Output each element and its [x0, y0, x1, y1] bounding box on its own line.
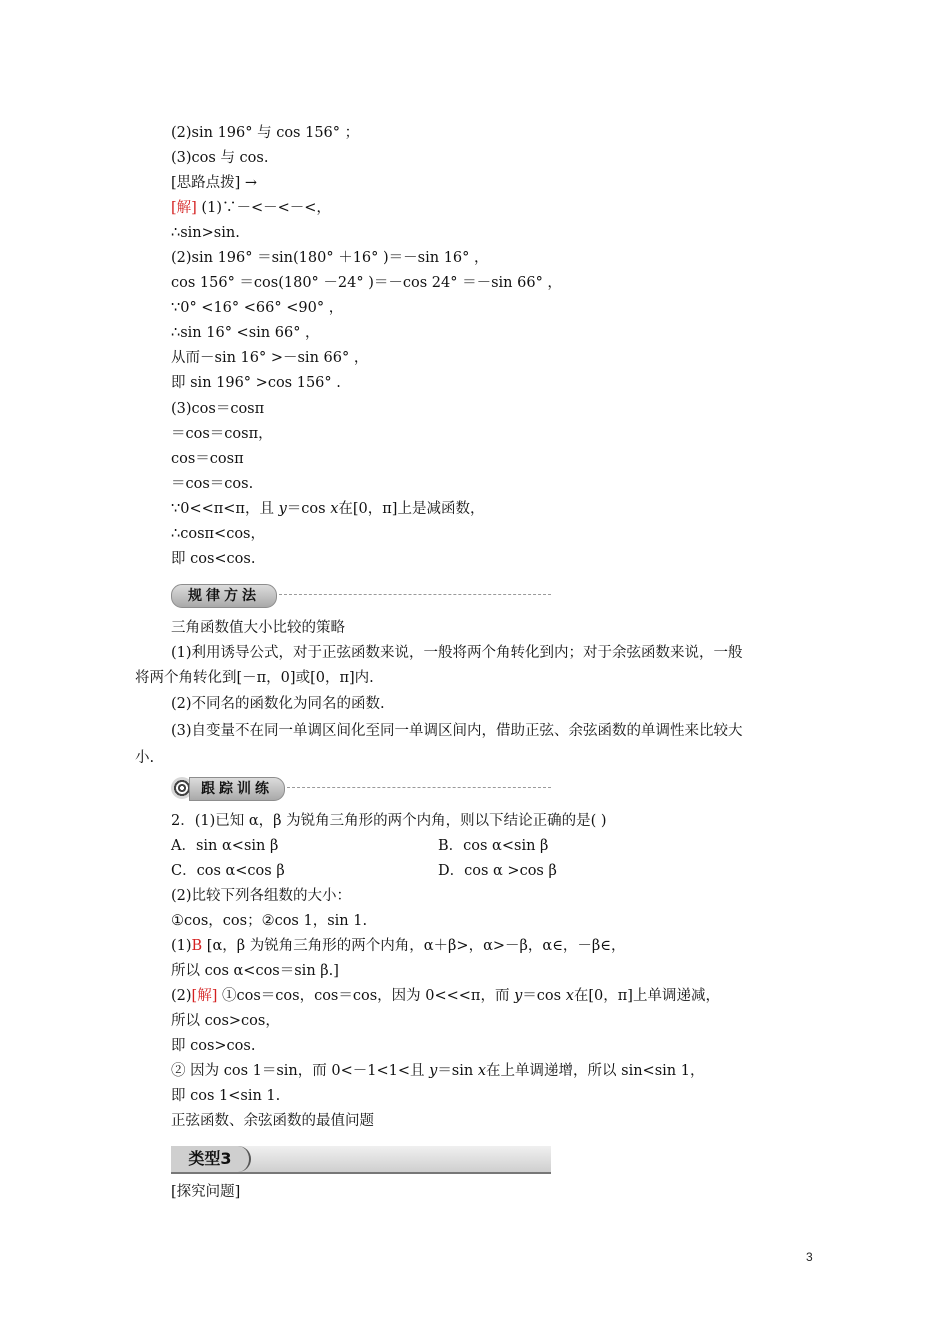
- text-span: ② 因为 cos 1＝sin，而 0<－1<1<且: [171, 1063, 430, 1079]
- solution-line: [171, 198, 331, 218]
- text-line: ∴sin 16° <sin 66° ，: [171, 325, 320, 341]
- text-line: 即 cos>cos.: [171, 1038, 256, 1054]
- solution-tag: [解]: [191, 988, 218, 1004]
- answer-line: [171, 986, 720, 1006]
- text-line: ①cos，cos；②cos 1，sin 1.: [171, 913, 368, 929]
- text-line: 所以 cos α<cos＝sin β.]: [171, 963, 339, 979]
- method-point-2: (2)不同名的函数化为同名的函数.: [171, 696, 385, 712]
- type-banner-label: 类型3: [171, 1146, 251, 1172]
- text-line: (3)cos 与 cos.: [171, 150, 269, 166]
- text-line: (2)sin 196° ＝sin(180° ＋16° )＝－sin 16° ，: [171, 250, 489, 266]
- method-banner: [171, 584, 551, 608]
- divider: [287, 787, 551, 788]
- text-line: (2)sin 196° 与 cos 156° ；: [171, 125, 360, 141]
- text-line: 即 cos 1<sin 1.: [171, 1088, 281, 1104]
- method-point-1: (1)利用诱导公式，对于正弦函数来说，一般将两个角转化到内；对于余弦函数来说，一般: [171, 645, 743, 661]
- text-line: [171, 499, 484, 519]
- var-x: x: [477, 1063, 487, 1079]
- method-point-1-cont: 将两个角转化到[－π，0]或[0，π]内.: [135, 670, 374, 686]
- text-span: ＝cos: [522, 988, 566, 1004]
- option-b: B．cos α<sin β: [438, 838, 549, 854]
- text-line: ＝cos＝cosπ，: [171, 426, 273, 442]
- var-y: y: [514, 988, 523, 1004]
- text-line: 从而－sin 16° >－sin 66° ，: [171, 350, 369, 366]
- track-banner-label: 跟踪训练: [189, 777, 285, 801]
- option-d: D．cos α >cos β: [438, 863, 557, 879]
- text-line: cos＝cosπ: [171, 451, 244, 467]
- solution-tag: [解]: [171, 200, 197, 216]
- text-line: (2)比较下列各组数的大小：: [171, 888, 352, 904]
- section-title: 正弦函数、余弦函数的最值问题: [171, 1113, 374, 1129]
- var-y: y: [429, 1063, 438, 1079]
- explore-heading: [探究问题]: [171, 1184, 241, 1200]
- text-span: [α，β 为锐角三角形的两个内角，α＋β>，α>－β，α∈，－β∈，: [202, 938, 626, 954]
- text-span: 在[0，π]上单调递减，: [573, 988, 720, 1004]
- text-line: ＝cos＝cos.: [171, 476, 254, 492]
- var-x: x: [565, 988, 574, 1004]
- question-text: 2．(1)已知 α，β 为锐角三角形的两个内角，则以下结论正确的是( ): [171, 813, 607, 829]
- track-banner: [171, 777, 551, 801]
- text-span: ∵0<<π<π，且: [171, 501, 279, 517]
- option-c: C．cos α<cos β: [171, 863, 285, 879]
- text-line: (3)cos＝cosπ: [171, 401, 265, 417]
- method-point-3-cont: 小.: [135, 750, 155, 766]
- option-a: A．sin α<sin β: [171, 838, 279, 854]
- answer-line: [171, 936, 626, 956]
- var-x: x: [330, 501, 339, 517]
- text-span: ＝cos: [286, 501, 331, 517]
- text-span: 在[0，π]上是减函数，: [338, 501, 485, 517]
- text-line: cos 156° ＝cos(180° －24° )＝－cos 24° ＝－sin 66° ，: [171, 275, 562, 291]
- text-span: 在上单调递增，所以 sin<sin 1，: [486, 1063, 705, 1079]
- type-banner: [171, 1146, 551, 1174]
- page-number: 3: [806, 1250, 813, 1264]
- method-banner-label: 规律方法: [171, 584, 277, 608]
- text-span: (1): [171, 938, 192, 954]
- hint-line: [思路点拨] →: [171, 175, 258, 191]
- text-span: ①cos＝cos，cos＝cos，因为 0<<<π，而: [217, 988, 515, 1004]
- text-line: 所以 cos>cos，: [171, 1013, 280, 1029]
- text-line: ∵0° <16° <66° <90° ，: [171, 300, 344, 316]
- text-span: ＝sin: [437, 1063, 478, 1079]
- text-line: 即 sin 196° >cos 156° .: [171, 375, 341, 391]
- divider: [279, 594, 551, 595]
- var-y: y: [278, 501, 287, 517]
- text-line: ∴cosπ<cos，: [171, 526, 265, 542]
- answer-choice: B: [191, 938, 203, 954]
- method-point-3: (3)自变量不在同一单调区间化至同一单调区间内，借助正弦、余弦函数的单调性来比较大: [171, 723, 743, 739]
- text-span: (2): [171, 988, 192, 1004]
- text-span: (1)∵－<－<－<，: [196, 200, 331, 216]
- method-title: 三角函数值大小比较的策略: [171, 620, 345, 636]
- text-line: ∴sin>sin.: [171, 225, 240, 241]
- text-line: [171, 1061, 704, 1081]
- text-line: 即 cos<cos.: [171, 551, 256, 567]
